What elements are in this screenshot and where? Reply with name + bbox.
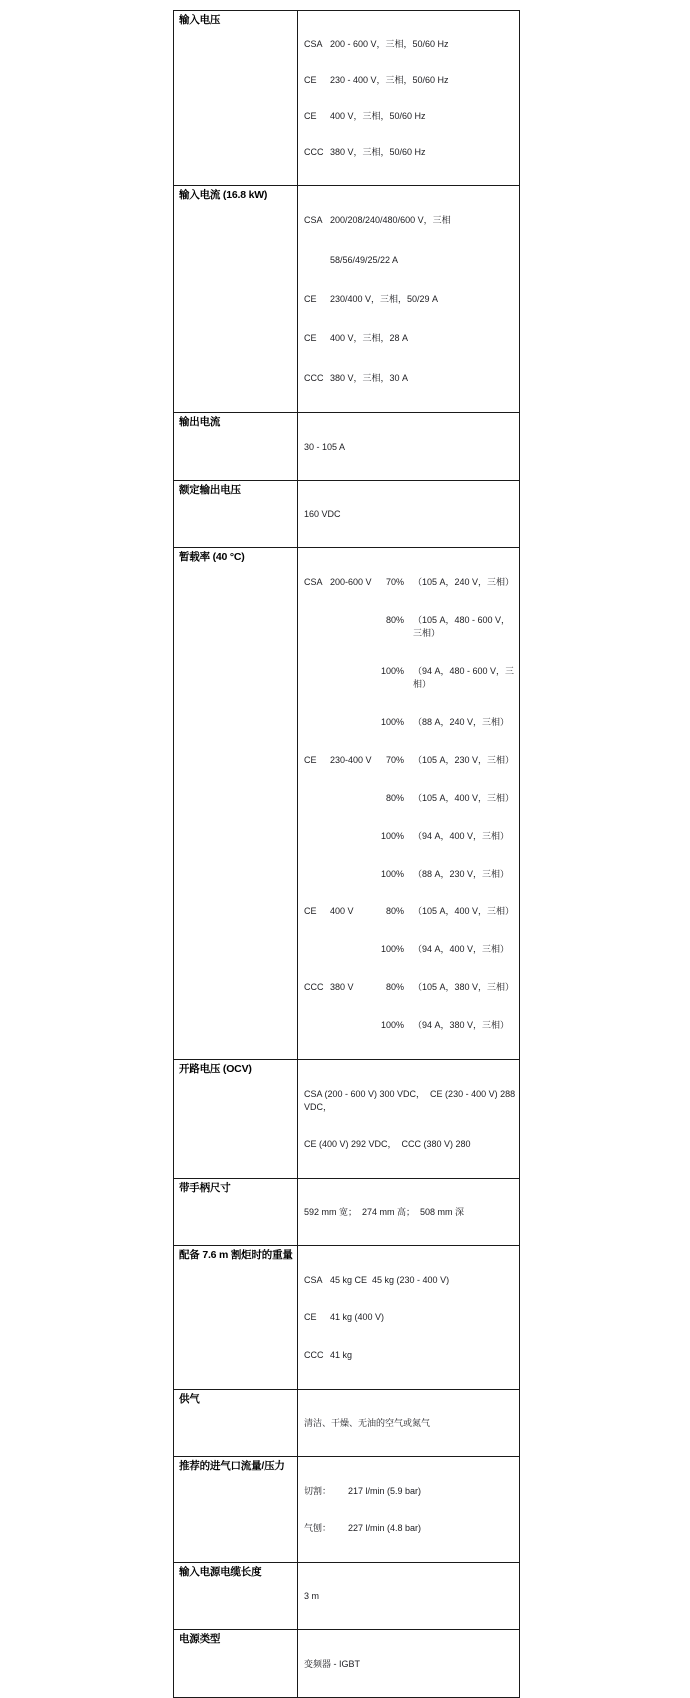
row-output-current xyxy=(174,412,519,479)
cert-code: CSA xyxy=(304,38,323,49)
row-value xyxy=(298,186,519,413)
cert-code: CE xyxy=(304,906,317,917)
duty-voltage xyxy=(330,868,376,881)
value-line xyxy=(304,371,517,386)
duty-percent: 100% xyxy=(380,944,404,955)
duty-percent: 100% xyxy=(380,665,404,676)
row-label: 带手柄尺寸 xyxy=(174,1179,298,1245)
duty-detail: （105 A，380 V，三相） xyxy=(413,982,515,993)
row-value xyxy=(298,1246,519,1388)
duty-line xyxy=(304,754,517,767)
duty-detail: （105 A，400 V，三相） xyxy=(413,792,515,803)
value-line xyxy=(304,213,517,228)
cert-code xyxy=(304,665,330,692)
row-label: 推荐的进气口流量/压力 xyxy=(174,1457,298,1562)
row-open-circuit-voltage xyxy=(174,1059,519,1178)
duty-detail: （94 A，400 V，三相） xyxy=(413,830,510,841)
flow-mode-label: 切割： xyxy=(304,1485,332,1496)
line-text: 400 V，三相，28 A xyxy=(330,333,409,344)
line-text: 230/400 V，三相，50/29 A xyxy=(330,293,439,304)
duty-line xyxy=(304,614,517,641)
line-text: 380 V，三相，50/60 Hz xyxy=(330,146,426,157)
duty-voltage xyxy=(330,830,376,843)
cert-code xyxy=(304,253,330,268)
duty-voltage: 200-600 V xyxy=(330,576,372,587)
line-text: 592 mm 宽； 274 mm 高； 508 mm 深 xyxy=(304,1207,465,1218)
cert-code: CCC xyxy=(304,1350,324,1361)
line-text: CE (400 V) 292 VDC， CCC (380 V) 280 xyxy=(304,1139,471,1150)
row-label: 开路电压 (OCV) xyxy=(174,1060,298,1178)
line-text: 变频器 - IGBT xyxy=(304,1658,360,1669)
row-value xyxy=(298,1630,519,1696)
duty-line xyxy=(304,716,517,729)
row-input-voltage xyxy=(174,11,519,185)
row-value xyxy=(298,1563,519,1629)
flow-mode-label: 气刨： xyxy=(304,1523,332,1534)
row-value xyxy=(298,548,519,1059)
line-text: 200 - 600 V，三相，50/60 Hz xyxy=(330,38,449,49)
row-label: 额定输出电压 xyxy=(174,481,298,547)
duty-voltage xyxy=(330,943,376,956)
duty-detail: （94 A，380 V，三相） xyxy=(413,1020,510,1031)
row-duty-cycle xyxy=(174,547,519,1059)
value-line xyxy=(304,1590,517,1602)
duty-detail: （94 A，400 V，三相） xyxy=(413,944,510,955)
value-line xyxy=(304,39,517,50)
cert-code: CSA xyxy=(304,1274,323,1285)
cert-code xyxy=(304,868,330,881)
row-label: 输入电源电缆长度 xyxy=(174,1563,298,1629)
duty-voltage xyxy=(330,614,376,641)
duty-percent: 80% xyxy=(385,792,404,803)
duty-percent: 70% xyxy=(385,754,404,765)
value-line xyxy=(304,1138,517,1151)
duty-detail: （105 A，240 V，三相） xyxy=(413,576,515,587)
duty-detail: （88 A，240 V，三相） xyxy=(413,716,510,727)
line-text: 41 kg xyxy=(330,1350,353,1361)
cert-code: CCC xyxy=(304,372,324,383)
value-line xyxy=(304,1311,517,1324)
row-power-type xyxy=(174,1629,519,1696)
cert-code: CSA xyxy=(304,215,323,226)
value-line xyxy=(304,111,517,122)
duty-line xyxy=(304,981,517,994)
duty-percent: 100% xyxy=(380,1020,404,1031)
duty-line xyxy=(304,1019,517,1032)
duty-line xyxy=(304,576,517,589)
line-text: 380 V，三相，30 A xyxy=(330,372,409,383)
cert-code: CE xyxy=(304,74,317,85)
cert-code: CSA xyxy=(304,576,323,587)
duty-voltage: 230-400 V xyxy=(330,754,372,765)
cert-code: CCC xyxy=(304,982,324,993)
cert-code: CE xyxy=(304,293,317,304)
value-line xyxy=(304,253,517,268)
value-line xyxy=(304,292,517,307)
row-value xyxy=(298,1457,519,1562)
row-power-cable-length xyxy=(174,1562,519,1629)
row-value xyxy=(298,1390,519,1456)
value-line xyxy=(304,1485,517,1498)
value-line xyxy=(304,1088,517,1114)
cert-code: CCC xyxy=(304,146,324,157)
duty-percent: 80% xyxy=(385,982,404,993)
line-text: 3 m xyxy=(304,1591,320,1602)
spec-table xyxy=(173,10,520,1698)
row-value xyxy=(298,1179,519,1245)
duty-percent: 70% xyxy=(385,576,404,587)
cert-code: CE xyxy=(304,333,317,344)
value-line xyxy=(304,508,517,520)
duty-percent: 100% xyxy=(380,868,404,879)
line-text: 200/208/240/480/600 V，三相 xyxy=(330,215,451,226)
line-text: 41 kg (400 V) xyxy=(330,1312,385,1323)
duty-percent: 80% xyxy=(385,614,404,625)
line-text: 230 - 400 V，三相，50/60 Hz xyxy=(330,74,449,85)
row-value xyxy=(298,413,519,479)
value-line xyxy=(304,1417,517,1429)
line-text: CSA (200 - 600 V) 300 VDC， CE (230 - 400 V) 288 VDC， xyxy=(304,1088,518,1112)
line-text: 30 - 105 A xyxy=(304,441,346,452)
line-text: 160 VDC xyxy=(304,509,341,520)
row-rated-output-voltage xyxy=(174,480,519,547)
cert-code xyxy=(304,943,330,956)
line-text: 45 kg CE 45 kg (230 - 400 V) xyxy=(330,1274,450,1285)
cert-code: CE xyxy=(304,754,317,765)
row-inlet-flow-pressure xyxy=(174,1456,519,1562)
duty-line xyxy=(304,792,517,805)
row-value xyxy=(298,11,519,185)
line-text: 58/56/49/25/22 A xyxy=(330,254,399,265)
duty-line xyxy=(304,665,517,692)
value-line xyxy=(304,1274,517,1287)
row-dimensions xyxy=(174,1178,519,1245)
cert-code: CE xyxy=(304,1312,317,1323)
duty-voltage xyxy=(330,1019,376,1032)
value-line xyxy=(304,1349,517,1362)
duty-detail: （94 A，480 - 600 V，三相） xyxy=(413,665,515,690)
duty-voltage: 380 V xyxy=(330,982,354,993)
cert-code xyxy=(304,716,330,729)
duty-percent: 80% xyxy=(385,906,404,917)
value-line xyxy=(304,147,517,158)
row-label: 输入电流 (16.8 kW) xyxy=(174,186,298,413)
value-line xyxy=(304,441,517,453)
row-value xyxy=(298,1060,519,1178)
cert-code xyxy=(304,792,330,805)
cert-code xyxy=(304,1019,330,1032)
row-label: 电源类型 xyxy=(174,1630,298,1696)
row-label: 输出电流 xyxy=(174,413,298,479)
cert-code xyxy=(304,830,330,843)
row-label: 供气 xyxy=(174,1390,298,1456)
duty-detail: （105 A，480 - 600 V，三相） xyxy=(413,614,511,638)
row-gas-supply xyxy=(174,1389,519,1456)
cert-code xyxy=(304,614,330,641)
row-weight xyxy=(174,1245,519,1388)
duty-detail: （105 A，400 V，三相） xyxy=(413,906,515,917)
cert-code: CE xyxy=(304,110,317,121)
line-text: 217 l/min (5.9 bar) xyxy=(348,1485,422,1496)
duty-line xyxy=(304,830,517,843)
row-input-current xyxy=(174,185,519,413)
value-line xyxy=(304,1658,517,1670)
row-label: 输入电压 xyxy=(174,11,298,185)
duty-voltage xyxy=(330,665,376,692)
line-text: 400 V，三相，50/60 Hz xyxy=(330,110,426,121)
value-line xyxy=(304,331,517,346)
value-line xyxy=(304,75,517,86)
duty-line xyxy=(304,943,517,956)
duty-voltage: 400 V xyxy=(330,906,354,917)
value-line xyxy=(304,1206,517,1218)
line-text: 清洁、干燥、无油的空气或氮气 xyxy=(304,1418,431,1429)
duty-percent: 100% xyxy=(380,830,404,841)
row-label: 配备 7.6 m 割炬时的重量 xyxy=(174,1246,298,1388)
line-text: 227 l/min (4.8 bar) xyxy=(348,1523,422,1534)
duty-line xyxy=(304,905,517,918)
row-label: 暂载率 (40 °C) xyxy=(174,548,298,1059)
row-value xyxy=(298,481,519,547)
value-line xyxy=(304,1522,517,1535)
duty-detail: （105 A，230 V，三相） xyxy=(413,754,515,765)
duty-percent: 100% xyxy=(380,716,404,727)
duty-voltage xyxy=(330,792,376,805)
duty-line xyxy=(304,868,517,881)
duty-detail: （88 A，230 V，三相） xyxy=(413,868,510,879)
duty-voltage xyxy=(330,716,376,729)
